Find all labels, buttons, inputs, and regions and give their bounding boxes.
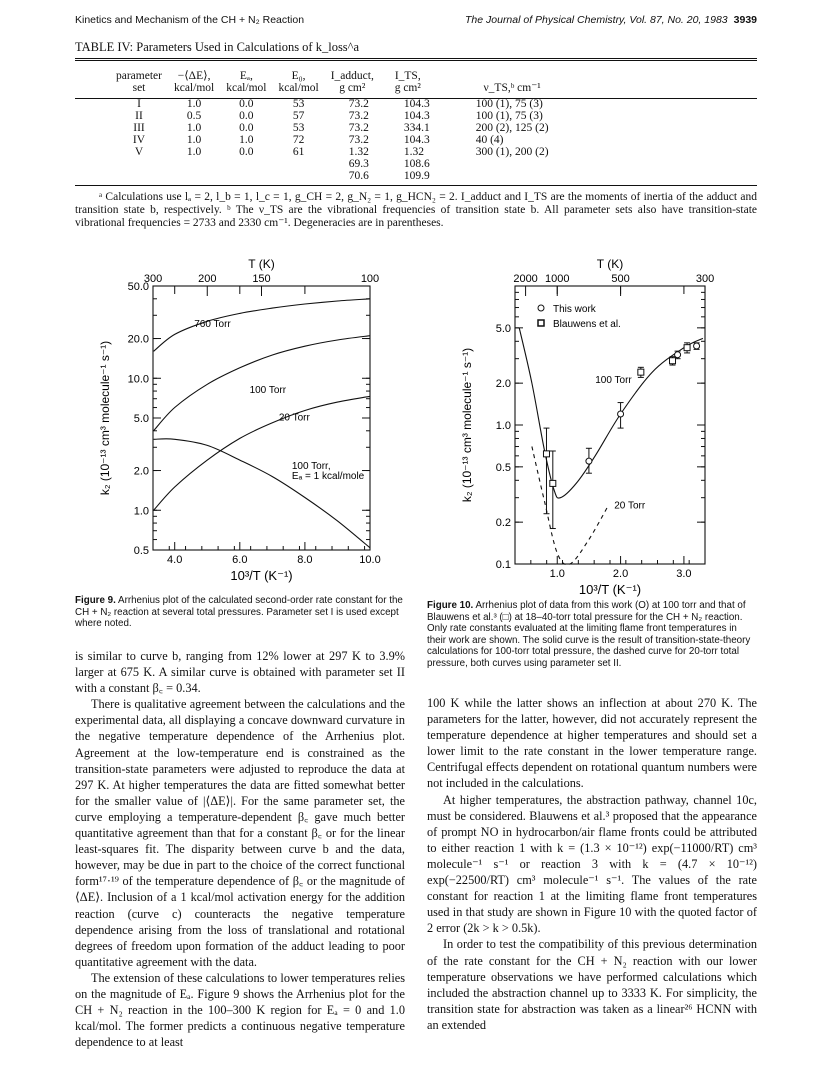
- table-header-cell: E₀, kcal/mol: [278, 70, 319, 94]
- curve-label-100-torr-ea: 100 Torr,: [291, 461, 331, 473]
- body-paragraph: 100 K while the latter shows an inflection at about 270 K. The parameters for the latter, however, did not accurately represent the temperature dependence at higher temperatures and should set a lower limit to the rate constant in the lower temperature range. Centrifugal effects dependent on rotational quantum numbers were not included in the calculations.: [427, 696, 757, 791]
- figure-9-caption: [75, 595, 415, 630]
- top-tick-label: 500: [611, 273, 630, 285]
- figure-9-caption-text: Arrhenius plot of the calculated second-order rate constant for the CH + N₂ reaction at several total pressures. Parameter set I is used except where noted.: [75, 595, 403, 630]
- table-cell: III: [133, 122, 145, 134]
- table-cell: [220, 170, 272, 182]
- data-point-blauwens: [684, 345, 690, 351]
- table-cell: 104.3: [403, 134, 430, 146]
- table-cell: IV: [132, 134, 146, 146]
- table-cell: 0.0: [239, 146, 254, 158]
- table-cell: 53: [292, 122, 305, 134]
- x-tick-label: 3.0: [676, 568, 692, 580]
- legend-square-icon: [538, 320, 544, 326]
- table-cell: 300 (1), 200 (2): [475, 146, 549, 158]
- curve-label-100-torr: 100 Torr: [595, 375, 632, 387]
- legend-circle-icon: [538, 305, 544, 311]
- table-header-cell: −⟨ΔE⟩, kcal/mol: [173, 70, 215, 94]
- top-tick-label: 2000: [513, 273, 538, 285]
- top-tick-label: 100: [360, 273, 380, 285]
- body-right-column: [427, 695, 757, 1033]
- table-header-cell: I_adduct, g cm²: [330, 70, 374, 94]
- x-tick-label: 6.0: [232, 554, 248, 566]
- data-point-this-work: [586, 458, 592, 464]
- curve-label-20-torr: 20 Torr: [614, 500, 646, 512]
- page-number: 3939: [733, 14, 757, 26]
- curve-label-100-torr: 100 Torr: [249, 385, 287, 397]
- top-tick-label: 300: [143, 273, 163, 285]
- data-point-blauwens: [543, 451, 549, 457]
- table-cell: [436, 158, 555, 170]
- table-cell: 104.3: [403, 110, 430, 122]
- table-title: TABLE IV: Parameters Used in Calculations of k_loss^a: [75, 40, 360, 54]
- table-cell: 0.0: [239, 110, 254, 122]
- table-header-row: [110, 70, 555, 94]
- series-line: [154, 336, 370, 431]
- y-axis-label: k₂ (10⁻¹³ cm³ molecule⁻¹ s⁻¹): [98, 340, 112, 496]
- series-line: [154, 439, 370, 548]
- table-cell: 200 (2), 125 (2): [475, 122, 549, 134]
- table-row: [110, 170, 555, 182]
- table-cell: 57: [292, 110, 305, 122]
- legend-label-this-work: This work: [553, 304, 596, 315]
- y-tick-label: 10.0: [127, 373, 149, 386]
- y-tick-label: 50.0: [127, 281, 149, 293]
- x-tick-label: 1.0: [549, 568, 565, 580]
- table-cell: 72: [292, 134, 305, 146]
- body-paragraph: The extension of these calculations to lower temperatures relies on the magnitude of Eₐ. Figure 9 shows the Arrhenius plot for the CH + N₂ reaction in the 100–300 K region for Eₐ = 0 and 1.0 kcal/mol. The former predicts a continuous negative temperature dependence to at least: [75, 970, 405, 1050]
- parameters-table: [110, 70, 555, 182]
- table-cell: II: [135, 110, 143, 122]
- table-cell: 1.32: [348, 146, 369, 158]
- table-cell: 40 (4): [475, 134, 504, 146]
- table-row: [110, 158, 555, 170]
- y-tick-label: 5.0: [495, 322, 511, 335]
- body-paragraph: is similar to curve b, ranging from 12% lower at 297 K to 3.9% larger at 675 K. A similar curve is obtained with parameter set II with a constant β꜀ = 0.34.: [75, 649, 405, 696]
- table-row: [110, 134, 555, 146]
- series-line: [154, 396, 370, 510]
- figure-10-chart: [440, 252, 770, 597]
- table-cell: [110, 170, 168, 182]
- x-tick-label: 8.0: [297, 554, 313, 566]
- table-cell: V: [134, 146, 144, 158]
- table-cell: 1.32: [403, 146, 424, 158]
- body-left-column: [75, 648, 405, 1050]
- table-cell: I: [137, 98, 141, 110]
- table-header-cell: Eₐ, kcal/mol: [226, 70, 267, 94]
- table-header-cell: parameter set: [116, 70, 162, 94]
- data-point-this-work: [694, 343, 700, 349]
- table-cell: 100 (1), 75 (3): [475, 98, 543, 110]
- y-tick-label: 1.0: [133, 505, 149, 518]
- table-cell: [168, 158, 220, 170]
- table-cell: [436, 170, 555, 182]
- y-tick-label: 0.5: [495, 461, 511, 474]
- table-cell: 73.2: [348, 98, 369, 110]
- data-point-blauwens: [670, 358, 676, 364]
- table-bottom-rule: [75, 185, 757, 186]
- top-tick-label: 1000: [545, 273, 570, 285]
- table-row: [110, 94, 555, 110]
- table-footnote: ᵃ Calculations use lₐ = 2, l_b = 1, l_c = 1, g_CH = 2, g_N₂ = 1, g_HCN₂ = 2. I_adduct and I_TS are the moments of inertia of the adduct and transition state b, respectively. ᵇ The ν_TS are the vibrational frequencies of transition state b. All parameter sets also have transition-state vibrational frequencies = 2733 and 2330 cm⁻¹. Degeneracies are in parentheses.: [75, 191, 757, 229]
- top-tick-label: 200: [198, 273, 217, 285]
- x-axis-label: 10³/T (K⁻¹): [578, 582, 642, 597]
- table-cell: 61: [292, 146, 305, 158]
- x-tick-label: 2.0: [612, 568, 629, 580]
- running-head-right: [465, 14, 757, 26]
- table-cell: 1.0: [186, 98, 202, 110]
- table-cell: 73.2: [348, 110, 369, 122]
- top-tick-label: 300: [695, 273, 715, 285]
- y-tick-label: 0.2: [495, 517, 511, 530]
- running-head-left: Kinetics and Mechanism of the CH + N₂ Reaction: [75, 14, 305, 26]
- table-cell: 0.5: [186, 110, 202, 122]
- table-header-cell: I_TS, g cm²: [394, 70, 421, 94]
- y-tick-label: 0.1: [495, 559, 511, 571]
- figure-10-caption-text: Arrhenius plot of data from this work (O) at 100 torr and that of Blauwens et al.³ (□) at 18–40-torr total pressure for the CH + N₂ reaction. Only rate constants evaluated at the limiting flame front temperatures in their work are shown. The solid curve is the result of transition-state-theory calculations for 100-torr total pressure, the dashed curve for 20-torr total pressure, both curves using parameter set II.: [427, 600, 751, 669]
- figure-10-caption: [427, 600, 757, 670]
- body-paragraph: There is qualitative agreement between the calculations and the experimental data, all displaying a concave downward curvature in the negative temperature dependence of the Arrhenius plot. Agreement at the low-temperature end is constrained as the transition-state parameters were adjusted to reproduce the data at 297 K. At higher temperatures the data are fitted somewhat better for the smaller value of |⟨ΔE⟩|. For the same parameter set, the curve employing a temperature-dependent β꜀ gave much better quantitative agreement than that for a constant β꜀ or for the linear least-squares fit. The disparity between curve b and the data, however, may be due in part to the choice of the correct functional form¹⁷·¹⁹ of the temperature dependence of β꜀ or the magnitude of ⟨ΔE⟩. Inclusion of a 1 kcal/mol activation energy for the addition reaction (curve c) counteracts the negative temperature dependence arising from the loss of translational and rotational degrees of freedom upon formation of the adduct leading to poor quantitative agreement with the data.: [75, 697, 405, 969]
- y-axis-label: k₂ (10⁻¹³ cm³ molecule⁻¹ s⁻¹): [460, 347, 474, 503]
- table-cell: 0.0: [239, 122, 254, 134]
- curve-label-20-torr: 20 Torr: [278, 412, 310, 424]
- data-point-blauwens: [550, 480, 556, 486]
- x-axis-label: 10³/T (K⁻¹): [230, 568, 293, 583]
- table-cell: 53: [292, 98, 305, 110]
- data-point-blauwens: [638, 369, 644, 375]
- table-cell: 109.9: [403, 170, 430, 182]
- figure-10-caption-label: Figure 10.: [427, 600, 474, 611]
- y-tick-label: 2.0: [495, 378, 511, 391]
- top-axis-title: T (K): [248, 257, 275, 271]
- running-head: [75, 14, 757, 30]
- curve-label-ea: Eₐ = 1 kcal/mole: [291, 471, 365, 483]
- y-tick-label: 5.0: [133, 413, 149, 425]
- figure-9-caption-label: Figure 9.: [75, 595, 116, 606]
- series-line-20-torr: [532, 447, 608, 565]
- table-cell: 100 (1), 75 (3): [475, 110, 543, 122]
- table-cell: 0.0: [239, 98, 254, 110]
- table-cell: 69.3: [348, 158, 369, 170]
- plot-frame: [153, 286, 370, 550]
- table-cell: 1.0: [186, 134, 202, 146]
- y-tick-label: 20.0: [127, 333, 149, 346]
- y-tick-label: 1.0: [495, 420, 511, 432]
- table-top-rule: [75, 58, 757, 59]
- figure-9-chart: [70, 252, 470, 592]
- journal-citation: The Journal of Physical Chemistry, Vol. 87, No. 20, 1983: [465, 14, 728, 26]
- table-cell: 108.6: [403, 158, 430, 170]
- table-cell: 73.2: [348, 134, 369, 146]
- table-header-cell: ν_TS,ᵇ cm⁻¹: [483, 82, 541, 94]
- table-cell: 1.0: [186, 146, 202, 158]
- table-row: [110, 110, 555, 122]
- table-cell: 1.0: [239, 134, 254, 146]
- table-cell: [168, 170, 220, 182]
- table-cell: 73.2: [348, 122, 369, 134]
- table-cell: 104.3: [403, 98, 430, 110]
- table-top-rule-2: [75, 60, 757, 61]
- table-row: [110, 122, 555, 134]
- table-cell: [272, 170, 324, 182]
- top-tick-label: 150: [252, 273, 271, 285]
- table-row: [110, 146, 555, 158]
- x-tick-label: 10.0: [359, 554, 381, 566]
- table-cell: [110, 158, 168, 170]
- table-cell: [272, 158, 324, 170]
- table-cell: 334.1: [403, 122, 430, 134]
- y-tick-label: 0.5: [133, 545, 149, 557]
- series-line: [154, 299, 370, 352]
- body-paragraph: In order to test the compatibility of this previous determination of the rate constant for the CH + N₂ reaction with our lower temperature observations we have performed calculations which included the abstraction channel up to 3333 K. For simplicity, the transition state for abstraction was taken as a linear²⁶ HCNN with an extended: [427, 937, 757, 1032]
- table-cell: [220, 158, 272, 170]
- table-cell: 1.0: [186, 122, 202, 134]
- data-point-this-work: [618, 411, 624, 417]
- top-axis-title: T (K): [596, 257, 624, 271]
- body-paragraph: At higher temperatures, the abstraction pathway, channel 10c, must be considered. Blauwens et al.³ proposed that the appearance of prompt NO in hydrocarbon/air flame fronts could be attributed to either reaction 1 with k = (1.3 × 10⁻¹²) exp(−11000/RT) cm³ molecule⁻¹ s⁻¹ or reaction 3 with k = (4.7 × 10⁻¹²) exp(−22500/RT) cm³ molecule⁻¹ s⁻¹. The values of the rate constant for reaction 1 at the limiting flame front temperatures used in that study are shown in Figure 10 with the quoted factor of 2 error (2k > k > 0.5k).: [427, 792, 757, 936]
- x-tick-label: 4.0: [167, 554, 183, 566]
- curve-label-760-torr: 760 Torr: [194, 318, 231, 330]
- y-tick-label: 2.0: [133, 465, 149, 478]
- legend-label-blauwens: Blauwens et al.: [553, 319, 621, 330]
- table-cell: 70.6: [348, 170, 369, 182]
